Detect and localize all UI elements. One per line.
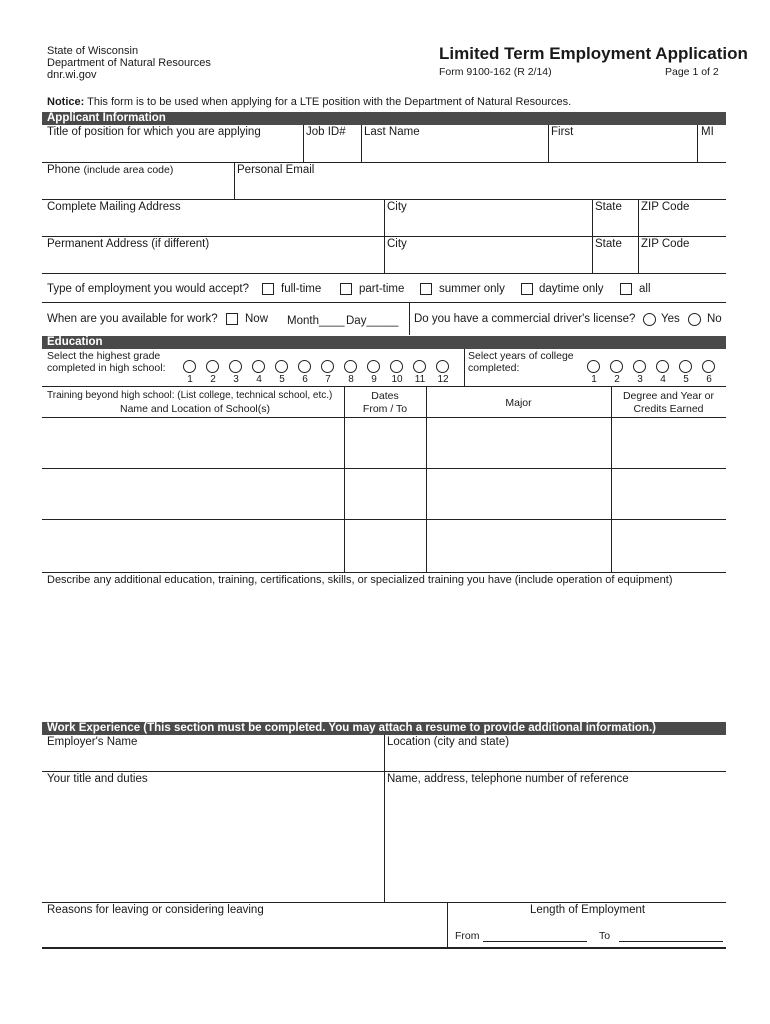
- permanent-zip-label: ZIP Code: [641, 238, 690, 250]
- mailing-zip-label: ZIP Code: [641, 201, 690, 213]
- cdl-question: Do you have a commercial driver's license?: [414, 313, 636, 325]
- hs-grade-radio-2[interactable]: [206, 360, 219, 373]
- divider: [42, 162, 726, 163]
- college-year-radio-4[interactable]: [656, 360, 669, 373]
- employment-type-question: Type of employment you would accept?: [47, 283, 250, 295]
- reference-label: Name, address, telephone number of reference: [387, 773, 629, 785]
- form-title: Limited Term Employment Application: [439, 44, 748, 63]
- mailing-address-label: Complete Mailing Address: [47, 201, 181, 213]
- mi-label: MI: [701, 126, 714, 138]
- bottom-border: [42, 947, 726, 949]
- hs-grade-radio-12[interactable]: [436, 360, 449, 373]
- section-education: Education: [42, 336, 726, 349]
- college-year-number-6: 6: [706, 374, 712, 385]
- section-work-experience: Work Experience (This section must be completed. You may attach a resume to provide additional information.): [42, 722, 726, 735]
- college-year-number-3: 3: [637, 374, 643, 385]
- day-field[interactable]: Day_____: [346, 315, 399, 327]
- length-employment-label: Length of Employment: [530, 904, 646, 916]
- daytime-only-label: daytime only: [539, 283, 604, 295]
- college-year-radio-1[interactable]: [587, 360, 600, 373]
- hs-grade-number-3: 3: [233, 374, 239, 385]
- college-year-number-5: 5: [683, 374, 689, 385]
- divider: [447, 902, 448, 948]
- college-year-number-4: 4: [660, 374, 666, 385]
- full-time-checkbox[interactable]: [262, 283, 274, 295]
- availability-question: When are you available for work?: [47, 313, 218, 325]
- hs-grade-radio-8[interactable]: [344, 360, 357, 373]
- mailing-city-label: City: [387, 201, 407, 213]
- divider: [42, 236, 726, 237]
- training-label-2: Name and Location of School(s): [120, 403, 270, 415]
- hs-grade-number-10: 10: [391, 374, 403, 385]
- cdl-no-label: No: [707, 313, 722, 325]
- to-field[interactable]: [619, 941, 723, 942]
- month-field[interactable]: Month____: [287, 315, 345, 327]
- table-row: [42, 519, 726, 520]
- from-field[interactable]: [483, 941, 587, 942]
- notice-label: Notice:: [47, 96, 85, 108]
- daytime-only-checkbox[interactable]: [521, 283, 533, 295]
- college-year-radio-5[interactable]: [679, 360, 692, 373]
- divider: [234, 162, 235, 199]
- mailing-state-label: State: [595, 201, 622, 213]
- divider: [303, 125, 304, 162]
- notice-text: This form is to be used when applying for a LTE position with the Department of Natural Resources.: [87, 96, 572, 108]
- additional-education-label: Describe any additional education, training, certifications, skills, or specialized training you have (include operation of equipment): [47, 574, 673, 586]
- cdl-no-radio[interactable]: [688, 313, 701, 326]
- phone-note: (include area code): [83, 164, 174, 176]
- hs-grade-radio-4[interactable]: [252, 360, 265, 373]
- full-time-label: full-time: [281, 283, 322, 295]
- college-years-label-2: completed:: [468, 362, 520, 374]
- divider: [611, 386, 612, 573]
- hs-grade-radio-10[interactable]: [390, 360, 403, 373]
- hs-grade-number-6: 6: [302, 374, 308, 385]
- hs-grade-number-12: 12: [437, 374, 449, 385]
- hs-grade-number-9: 9: [371, 374, 377, 385]
- reasons-leaving-label: Reasons for leaving or considering leaving: [47, 904, 264, 916]
- divider: [464, 349, 465, 386]
- divider: [344, 386, 345, 573]
- all-checkbox[interactable]: [620, 283, 632, 295]
- phone-label: [47, 164, 173, 176]
- degree-label-1: Degree and Year or: [622, 390, 715, 402]
- hs-grade-radio-5[interactable]: [275, 360, 288, 373]
- hs-grade-label-2: completed in high school:: [47, 362, 166, 374]
- section-applicant-info: Applicant Information: [42, 112, 726, 125]
- permanent-city-label: City: [387, 238, 407, 250]
- hs-grade-radio-9[interactable]: [367, 360, 380, 373]
- degree-label-2: Credits Earned: [633, 403, 704, 415]
- training-label-1: Training beyond high school: (List college, technical school, etc.): [47, 390, 333, 401]
- position-title-label: Title of position for which you are applying: [47, 126, 261, 138]
- divider: [426, 386, 427, 573]
- college-years-label-1: Select years of college: [468, 350, 574, 362]
- divider: [42, 386, 726, 387]
- part-time-label: part-time: [359, 283, 405, 295]
- college-year-radio-2[interactable]: [610, 360, 623, 373]
- hs-grade-radio-1[interactable]: [183, 360, 196, 373]
- page-number: Page 1 of 2: [665, 66, 719, 78]
- agency-line-1: State of Wisconsin: [47, 45, 139, 57]
- college-year-radio-6[interactable]: [702, 360, 715, 373]
- cdl-yes-radio[interactable]: [643, 313, 656, 326]
- college-year-number-2: 2: [614, 374, 620, 385]
- permanent-address-label: Permanent Address (if different): [47, 238, 210, 250]
- now-checkbox[interactable]: [226, 313, 238, 325]
- divider: [42, 417, 726, 418]
- hs-grade-number-4: 4: [256, 374, 262, 385]
- hs-grade-label-1: Select the highest grade: [47, 350, 161, 362]
- divider: [42, 771, 726, 772]
- divider: [42, 302, 726, 303]
- summer-only-label: summer only: [439, 283, 505, 295]
- major-label: Major: [505, 397, 532, 409]
- job-id-label: Job ID#: [306, 126, 346, 138]
- table-row: [42, 468, 726, 469]
- personal-email-label: Personal Email: [237, 164, 315, 176]
- last-name-label: Last Name: [364, 126, 420, 138]
- dates-label-2: From / To: [362, 403, 408, 415]
- phone-label-text: Phone: [47, 164, 81, 176]
- divider: [409, 302, 410, 335]
- hs-grade-number-8: 8: [348, 374, 354, 385]
- notice: [47, 96, 571, 108]
- divider: [42, 902, 726, 903]
- first-name-label: First: [551, 126, 574, 138]
- divider: [384, 735, 385, 903]
- hs-grade-number-2: 2: [210, 374, 216, 385]
- cdl-yes-label: Yes: [661, 313, 680, 325]
- hs-grade-number-1: 1: [187, 374, 193, 385]
- all-label: all: [639, 283, 651, 295]
- location-label: Location (city and state): [387, 736, 510, 748]
- divider: [548, 125, 549, 162]
- college-year-number-1: 1: [591, 374, 597, 385]
- hs-grade-number-5: 5: [279, 374, 285, 385]
- employer-name-label: Employer's Name: [47, 736, 138, 748]
- hs-grade-radio-3[interactable]: [229, 360, 242, 373]
- dates-label-1: Dates: [371, 390, 399, 402]
- permanent-state-label: State: [595, 238, 622, 250]
- to-label: To: [599, 930, 611, 942]
- hs-grade-radio-6[interactable]: [298, 360, 311, 373]
- now-label: Now: [245, 313, 269, 325]
- divider: [697, 125, 698, 162]
- college-year-radio-3[interactable]: [633, 360, 646, 373]
- agency-line-3: dnr.wi.gov: [47, 69, 97, 81]
- summer-only-checkbox[interactable]: [420, 283, 432, 295]
- from-label: From: [455, 930, 480, 942]
- divider: [361, 125, 362, 162]
- form-number: Form 9100-162 (R 2/14): [439, 66, 552, 78]
- hs-grade-number-7: 7: [325, 374, 331, 385]
- divider: [42, 273, 726, 274]
- part-time-checkbox[interactable]: [340, 283, 352, 295]
- hs-grade-radio-11[interactable]: [413, 360, 426, 373]
- hs-grade-number-11: 11: [414, 374, 426, 385]
- table-row: [42, 572, 726, 573]
- title-duties-label: Your title and duties: [47, 773, 148, 785]
- agency-line-2: Department of Natural Resources: [47, 57, 211, 69]
- hs-grade-radio-7[interactable]: [321, 360, 334, 373]
